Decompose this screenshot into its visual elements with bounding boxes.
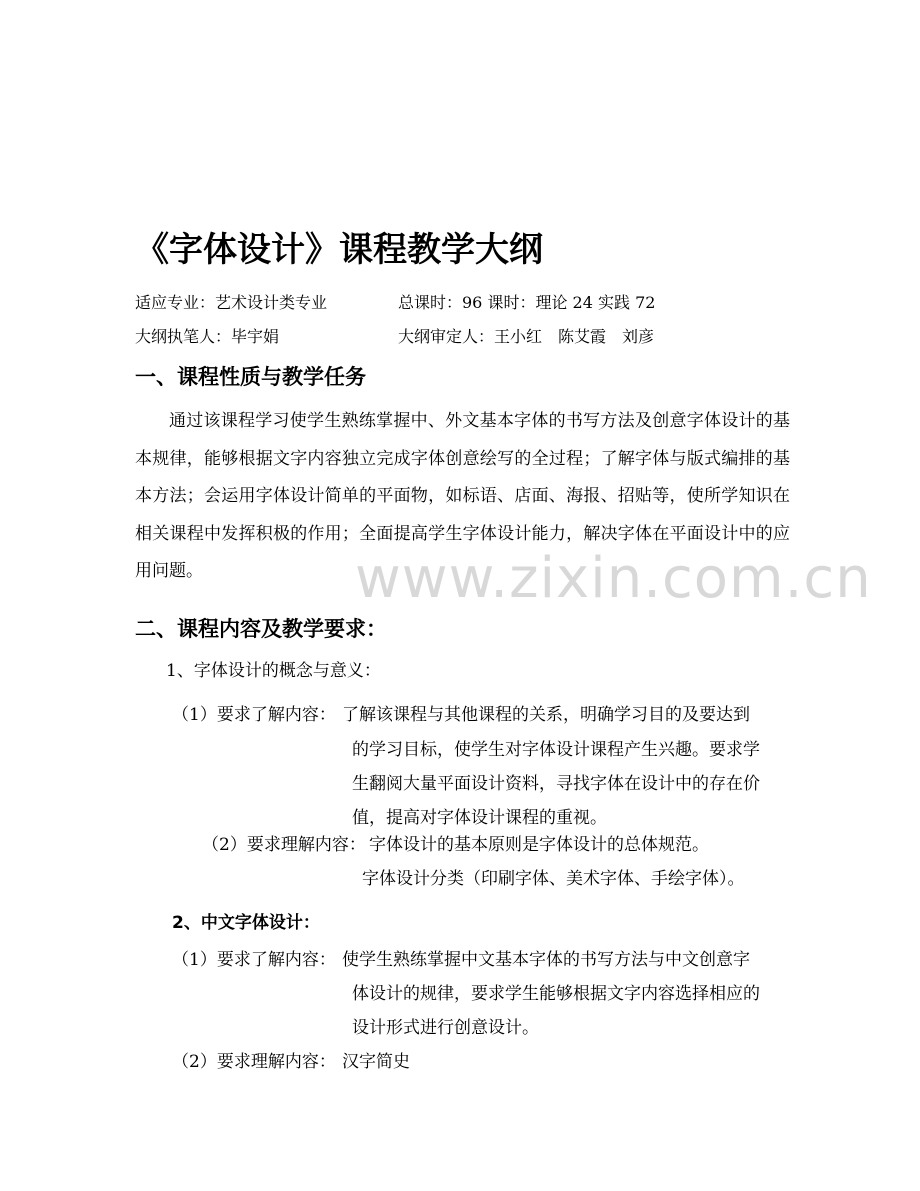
section1-paragraph: 通过该课程学习使学生熟练掌握中、外文基本字体的书写方法及创意字体设计的基本规律，能够根据文字内容独立完成字体创意绘写的全过程；了解字体与版式编排的基本方法；会运用字体设计简单的平面物，如标语、店面、海报、招贴等，使所学知识在相关课程中发挥积极的作用；全面提高学生字体设计能力，解决字体在平面设计中的应用问题。 (135, 411, 790, 581)
meta-author: 大纲执笔人：毕宇娟 (135, 327, 280, 346)
item2-req2-label: （2）要求理解内容： (172, 1052, 336, 1072)
watermark: www.zixin.com.cn (355, 546, 872, 611)
document-title: 《字体设计》课程教学大纲 (135, 230, 543, 270)
item2-title: 2、中文字体设计： (172, 913, 320, 933)
meta-major: 适应专业：艺术设计类专业 (135, 293, 328, 312)
item2-req2-text: 汉字简史 (342, 1052, 410, 1072)
item1-req1-line: 生翻阅大量平面设计资料，寻找字体在设计中的存在价 (352, 774, 760, 794)
item2-req1-line: 设计形式进行创意设计。 (352, 1018, 539, 1038)
item1-req1-line: 值，提高对字体设计课程的重视。 (352, 808, 607, 828)
item1-req2-line: 字体设计分类（印刷字体、美术字体、手绘字体）。 (362, 869, 745, 889)
item1-title: 1、字体设计的概念与意义： (166, 661, 381, 681)
item1-req2-label: （2）要求理解内容： (202, 835, 366, 855)
item2-req1-line: 使学生熟练掌握中文基本字体的书写方法与中文创意字 (342, 950, 750, 970)
meta-hours: 总课时：96 课时：理论 24 实践 72 (398, 293, 656, 312)
item2-req1-label: （1）要求了解内容： (172, 950, 336, 970)
item1-req1-line: 了解该课程与其他课程的关系，明确学习目的及要达到 (342, 705, 750, 725)
meta-reviewers: 大纲审定人：王小红 陈艾霞 刘彦 (398, 327, 655, 346)
item1-req1-line: 的学习目标，使学生对字体设计课程产生兴趣。要求学 (352, 740, 760, 760)
item2-req1-line: 体设计的规律，要求学生能够根据文字内容选择相应的 (352, 984, 760, 1004)
item1-req2-line: 字体设计的基本原则是字体设计的总体规范。 (369, 835, 709, 855)
section1-heading: 一、课程性质与教学任务 (135, 365, 366, 389)
item1-req1-label: （1）要求了解内容： (172, 705, 336, 725)
section2-heading: 二、课程内容及教学要求： (135, 617, 387, 641)
